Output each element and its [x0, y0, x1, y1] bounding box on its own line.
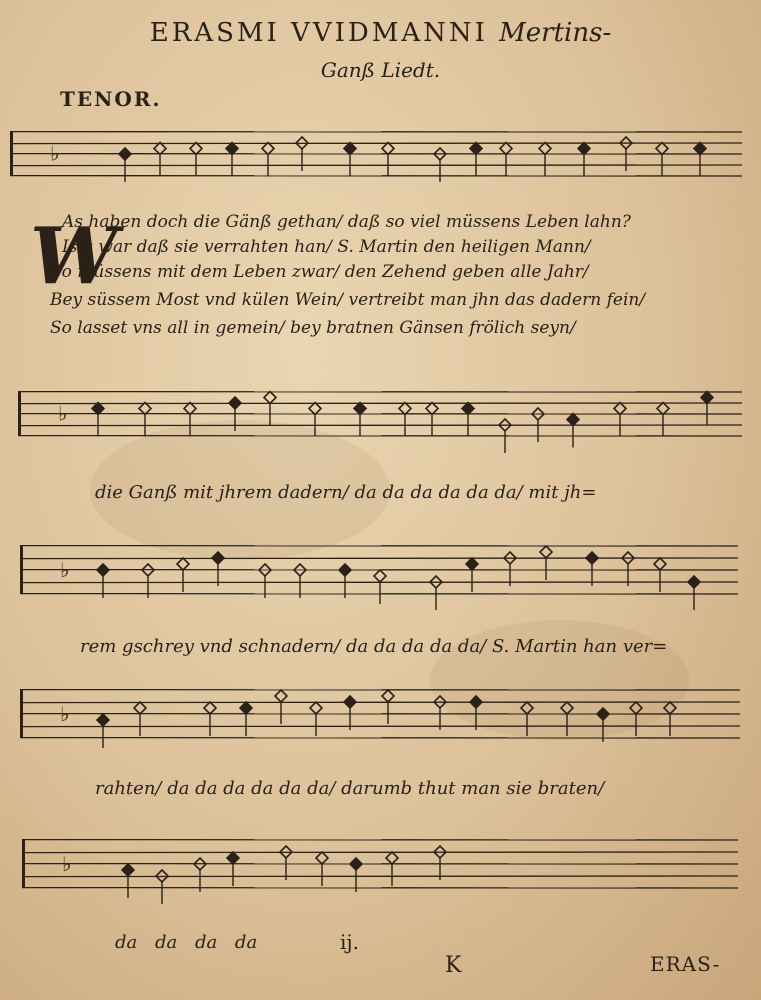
underlay-line-4: da da da da [115, 932, 258, 953]
note-head [664, 702, 676, 714]
note-head [586, 552, 598, 564]
note-head [701, 392, 713, 404]
clef-mark [10, 132, 13, 176]
underlay-line-2: rem gschrey vnd schnadern/ da da da da da/ S. Martin han ver= [80, 636, 668, 657]
note-head [426, 403, 438, 415]
note-head [212, 552, 224, 564]
flat-sign: ♭ [58, 401, 68, 426]
note-head [97, 564, 109, 576]
note-head [354, 403, 366, 415]
note-head [654, 558, 666, 570]
note-head [204, 702, 216, 714]
flat-sign: ♭ [50, 141, 60, 166]
catchword: ERAS- [650, 952, 721, 976]
note-head [316, 852, 328, 864]
staff-line [22, 852, 738, 853]
underlay-line-3: rahten/ da da da da da da/ darumb thut man sie braten/ [95, 778, 605, 799]
clef-mark [22, 840, 25, 888]
staff-line [10, 165, 742, 166]
note-head [184, 403, 196, 415]
note-head [190, 143, 202, 155]
note-head [470, 143, 482, 155]
note-head [656, 143, 668, 155]
title-script: Mertins- [499, 18, 612, 48]
staff-5 [0, 818, 761, 918]
verse-line-5: So lasset vns all in gemein/ bey bratnen Gänsen frölich seyn/ [50, 318, 576, 338]
title-caps: ERASMI VVIDMANNI [149, 18, 488, 48]
note-head [500, 143, 512, 155]
note-head [97, 714, 109, 726]
note-head [262, 143, 274, 155]
note-head [382, 690, 394, 702]
note-head [382, 143, 394, 155]
note-head [466, 558, 478, 570]
note-head [694, 143, 706, 155]
underlay-line-1: die Ganß mit jhrem dadern/ da da da da da da/ mit jh= [95, 482, 597, 503]
staff-3 [0, 528, 761, 618]
staff-4 [0, 672, 761, 762]
staff-2 [0, 378, 761, 458]
page-subtitle: Ganß Liedt. [320, 58, 441, 82]
staff-line [20, 726, 740, 727]
staff-line [20, 558, 738, 559]
staff-line [20, 702, 740, 703]
note-head [344, 143, 356, 155]
signature-mark: K [445, 953, 462, 978]
note-head [122, 864, 134, 876]
note-head [310, 702, 322, 714]
voice-label: TENOR. [60, 87, 162, 111]
note-head [540, 546, 552, 558]
staff-1 [0, 118, 761, 198]
note-head [374, 570, 386, 582]
note-head [521, 702, 533, 714]
note-head [614, 403, 626, 415]
note-head [350, 858, 362, 870]
note-head [240, 702, 252, 714]
note-head [470, 696, 482, 708]
decorated-initial: W [30, 211, 118, 302]
folio-number: ij. [340, 930, 359, 954]
note-head [399, 403, 411, 415]
note-head [539, 143, 551, 155]
staff-line [22, 876, 738, 877]
verse-line-3: So müssens mit dem Leben zwar/ den Zehend geben alle Jahr/ [50, 262, 589, 282]
note-head [229, 397, 241, 409]
note-head [227, 852, 239, 864]
note-head [177, 558, 189, 570]
flat-sign: ♭ [60, 558, 70, 583]
note-head [226, 143, 238, 155]
note-head [264, 392, 276, 404]
clef-mark [20, 690, 23, 738]
clef-mark [18, 392, 21, 436]
note-head [657, 403, 669, 415]
page-title [0, 18, 761, 48]
verse-line-1: As haben doch die Gänß gethan/ daß so viel müssens Leben lahn? [62, 212, 631, 232]
clef-mark [20, 546, 23, 594]
flat-sign: ♭ [60, 702, 70, 727]
verse-line-4: Bey süssem Most vnd külen Wein/ vertreibt man jhn das dadern fein/ [50, 290, 646, 310]
note-head [688, 576, 700, 588]
note-head [567, 414, 579, 426]
flat-sign: ♭ [62, 852, 72, 877]
note-head [275, 690, 287, 702]
note-head [134, 702, 146, 714]
note-head [597, 708, 609, 720]
note-head [344, 696, 356, 708]
note-head [154, 143, 166, 155]
verse-line-2: Ists war daß sie verrahten han/ S. Martin den heiligen Mann/ [62, 237, 591, 257]
staff-line [18, 403, 742, 404]
note-head [309, 403, 321, 415]
staff-line [18, 425, 742, 426]
note-head [462, 403, 474, 415]
note-head [339, 564, 351, 576]
note-head [561, 702, 573, 714]
note-head [578, 143, 590, 155]
note-head [630, 702, 642, 714]
note-head [119, 148, 131, 160]
note-head [139, 403, 151, 415]
note-head [386, 852, 398, 864]
note-head [92, 403, 104, 415]
